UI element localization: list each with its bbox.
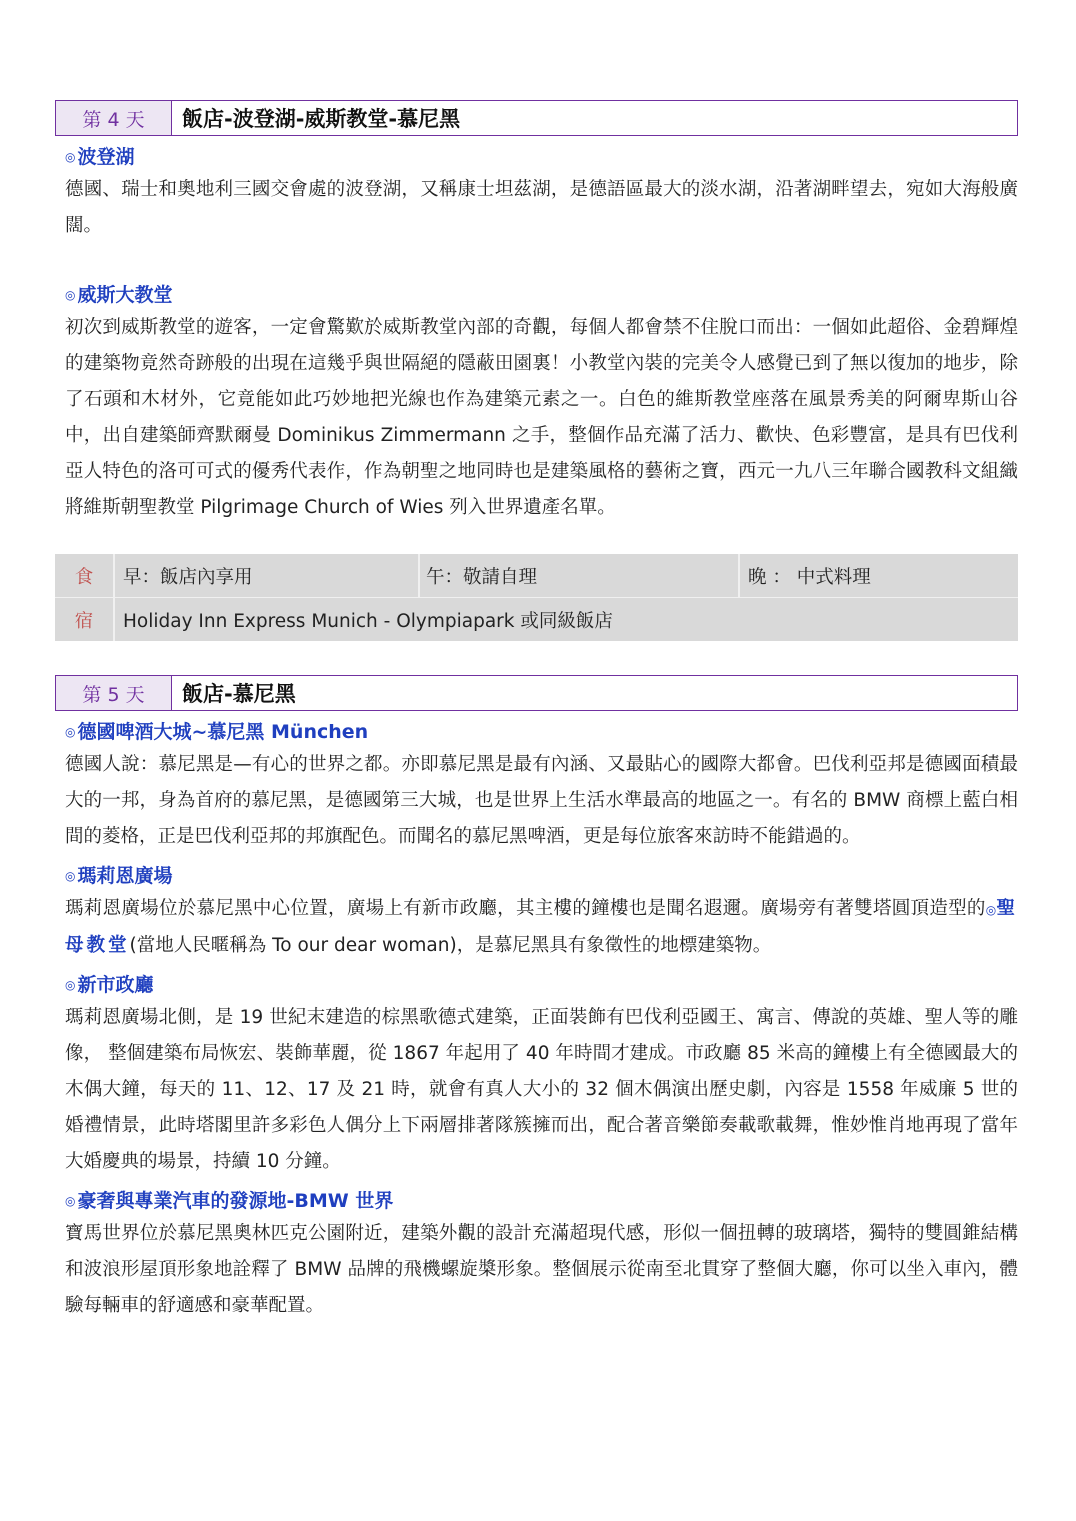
itinerary-page — [55, 100, 1018, 1324]
day4-number: 第 4 天 — [56, 101, 172, 135]
munich-heading: ◎ 德國啤酒大城~慕尼黑 München — [65, 721, 369, 743]
wies-heading: ◎ 威斯大教堂 — [65, 284, 173, 306]
stay-label: 宿 — [55, 598, 115, 641]
day5-header — [55, 675, 1018, 711]
frauenkirche-highlight: ◎聖母教堂 — [65, 898, 1018, 956]
day5-title: 飯店-慕尼黑 — [182, 682, 296, 706]
bodensee-heading: ◎ 波登湖 — [65, 146, 135, 168]
townhall-heading: ◎ 新市政廳 — [65, 974, 154, 996]
marienplatz-text: 瑪莉恩廣場位於慕尼黑中心位置，廣場上有新市政廳，其主樓的鐘樓也是聞名遐邇。廣場旁有著雙塔圓頂造型的◎聖母教堂(當地人民暱稱為 To our dear woman)，是慕尼黑具有象徵性的地標建築物。 — [65, 898, 1018, 956]
bullet-icon: ◎ — [65, 150, 76, 164]
munich-text: 德國人說：慕尼黑是—有心的世界之都。亦即慕尼黑是最有內涵、又最貼心的國際大都會。巴伐利亞邦是德國面積最大的一邦，身為首府的慕尼黑，是德國第三大城，也是世界上生活水準最高的地區之一。有名的 BMW 商標上藍白相間的菱格，正是巴伐利亞邦的邦旗配色。而聞名的慕尼黑啤酒，更是每位旅客來訪時不能錯過的。 — [65, 754, 1018, 847]
bullet-icon: ◎ — [65, 1194, 76, 1208]
day4-title: 飯店-波登湖-威斯教堂-慕尼黑 — [182, 107, 461, 131]
day4-header — [55, 100, 1018, 136]
bodensee-section — [65, 144, 1018, 244]
bullet-icon: ◎ — [65, 869, 76, 883]
wies-text: 初次到威斯教堂的遊客，一定會驚歎於威斯教堂內部的奇觀，每個人都會禁不住脫口而出：一個如此超俗、金碧輝煌的建築物竟然奇跡般的出現在這幾乎與世隔絕的隱蔽田園裏！小教堂內裝的完美令人感覺已到了無以復加的地步，除了石頭和木材外，它竟能如此巧妙地把光線也作為建築元素之一。白色的維斯教堂座落在風景秀美的阿爾卑斯山谷中，出自建築師齊默爾曼 Dominikus Zimmermann 之手，整個作品充滿了活力、歡快、色彩豐富，是具有巴伐利亞人特色的洛可可式的優秀代表作，作為朝聖之地同時也是建築風格的藝術之寶，西元一九八三年聯合國教科文組織將維斯朝聖教堂 Pilgrimage Church of Wies 列入世界遺產名單。 — [65, 317, 1018, 518]
food-label: 食 — [55, 554, 115, 597]
dinner-cell: 晚 ： 中式料理 — [748, 566, 871, 588]
meals-table — [55, 554, 1018, 641]
bodensee-text: 德國、瑞士和奧地利三國交會處的波登湖，又稱康士坦茲湖，是德語區最大的淡水湖，沿著湖畔望去，宛如大海般廣闊。 — [65, 179, 1018, 236]
bullet-icon: ◎ — [65, 978, 76, 992]
marienplatz-heading: ◎ 瑪莉恩廣場 — [65, 865, 173, 887]
bullet-icon: ◎ — [65, 725, 76, 739]
day5-number: 第 5 天 — [56, 676, 172, 710]
bullet-icon: ◎ — [65, 288, 76, 302]
wies-section — [65, 282, 1018, 526]
townhall-text: 瑪莉恩廣場北側，是 19 世紀末建造的棕黑歌德式建築，正面裝飾有巴伐利亞國王、寓言、傳說的英雄、聖人等的雕像， 整個建築布局恢宏、裝飾華麗，從 1867 年起用了 40 年時間才建成。市政廳 85 米高的鐘樓上有全德國最大的木偶大鐘，每天的 11、12、17 及 21 時，就會有真人大小的 32 個木偶演出歷史劇，內容是 1558 年威廉 5 世的婚禮情景，此時塔閣里許多彩色人偶分上下兩層排著隊簇擁而出，配合著音樂節奏載歌載舞，惟妙惟肖地再現了當年大婚慶典的場景，持續 10 分鐘。 — [65, 1007, 1018, 1172]
meals-row — [55, 554, 1018, 598]
lunch-cell: 午：敬請自理 — [420, 554, 740, 597]
bmw-section — [65, 1188, 1018, 1324]
bullet-icon: ◎ — [985, 903, 997, 917]
stay-row — [55, 598, 1018, 641]
marienplatz-section — [65, 863, 1018, 964]
bmw-heading: ◎ 豪奢與專業汽車的發源地-BMW 世界 — [65, 1190, 394, 1212]
munich-section — [65, 719, 1018, 855]
townhall-section — [65, 972, 1018, 1180]
breakfast-cell: 早：飯店內享用 — [115, 554, 420, 597]
bmw-text: 寶馬世界位於慕尼黑奧林匹克公園附近，建築外觀的設計充滿超現代感，形似一個扭轉的玻璃塔，獨特的雙圓錐結構和波浪形屋頂形象地詮釋了 BMW 品牌的飛機螺旋槳形象。整個展示從南至北貫穿了整個大廳，你可以坐入車內，體驗每輛車的舒適感和豪華配置。 — [65, 1223, 1018, 1316]
hotel-cell: Holiday Inn Express Munich - Olympiapark 或同級飯店 — [123, 610, 613, 632]
